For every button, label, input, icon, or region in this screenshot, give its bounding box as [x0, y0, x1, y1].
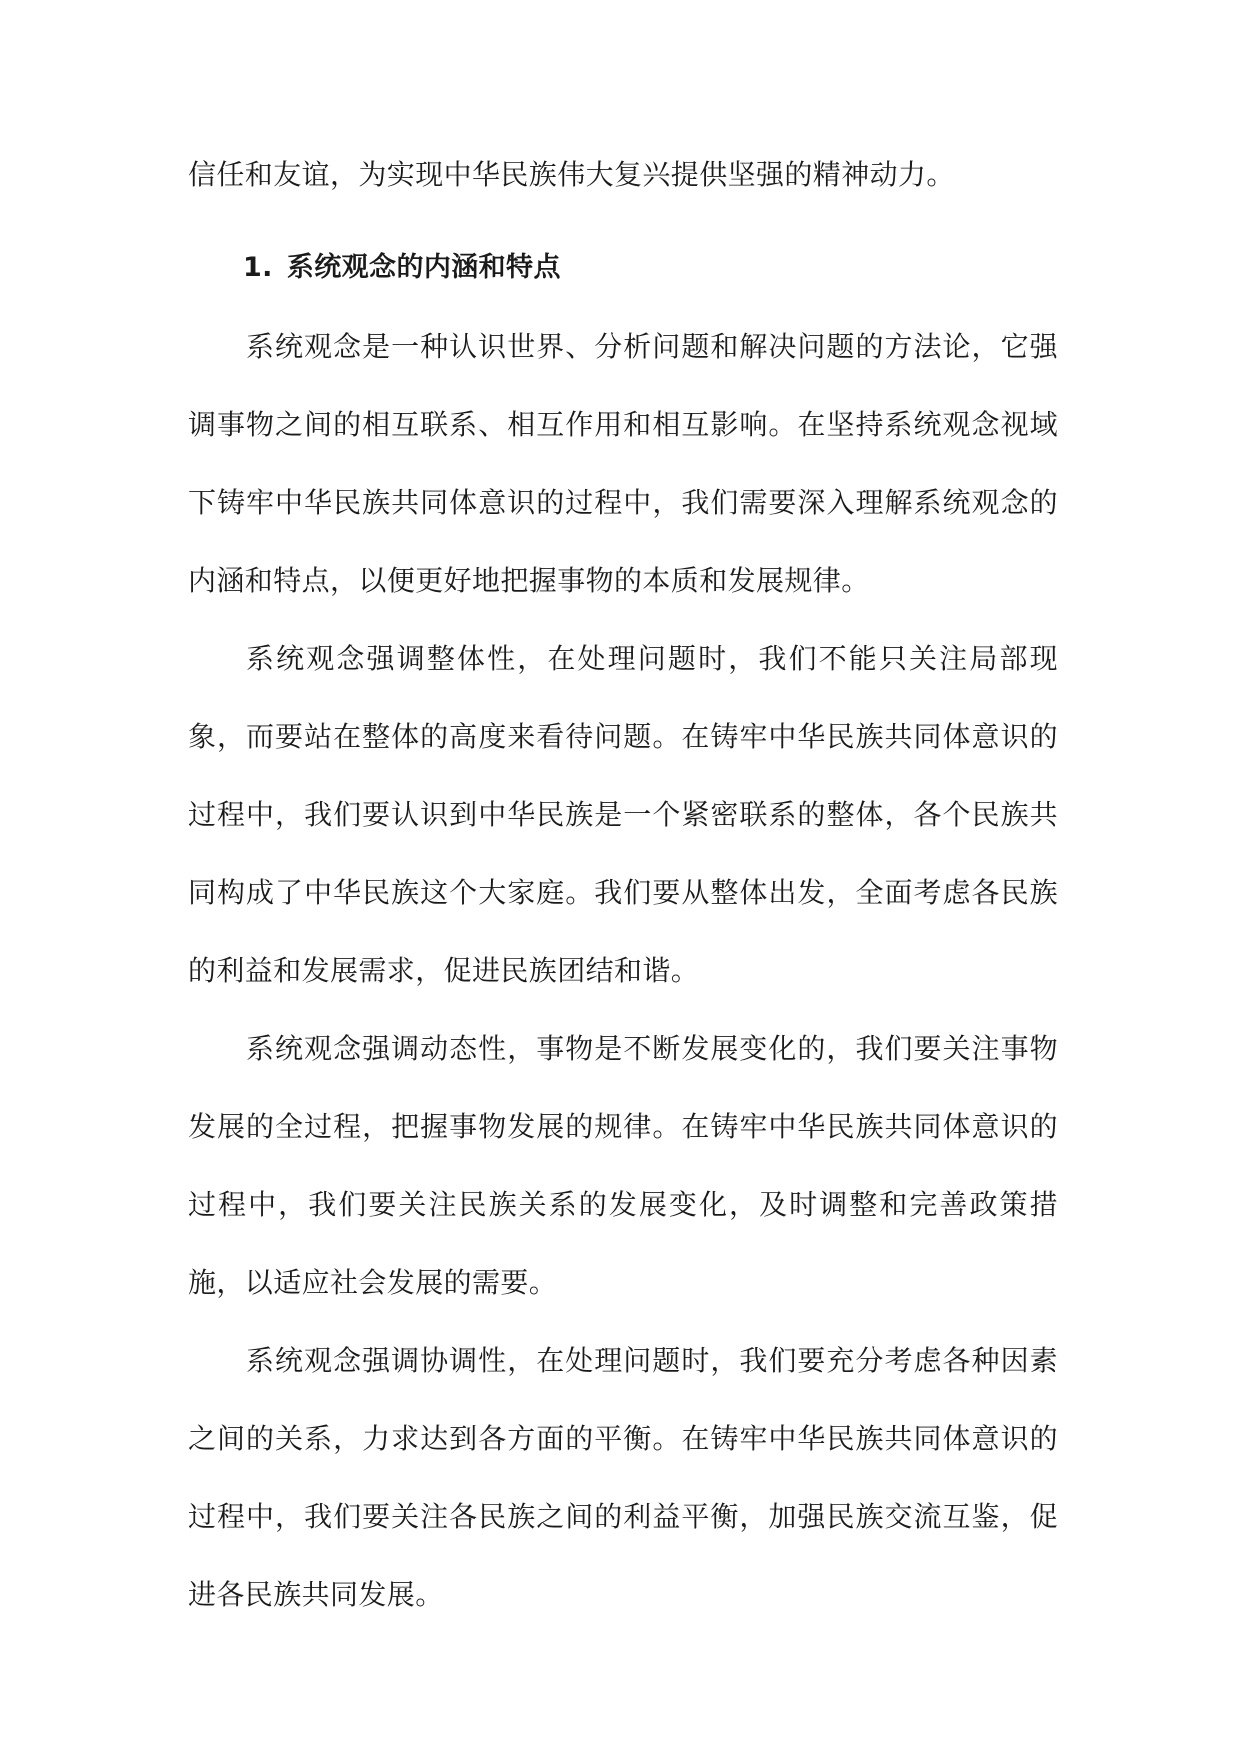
- lead-paragraph: 信任和友谊，为实现中华民族伟大复兴提供坚强的精神动力。: [188, 158, 955, 191]
- paragraph-definition: 系统观念是一种认识世界、分析问题和解决问题的方法论，它强调事物之间的相互联系、相互作用和相互影响。在坚持系统观念视域下铸牢中华民族共同体意识的过程中，我们需要深入理解系统观念的内涵和特点，以便更好地把握事物的本质和发展规律。: [188, 330, 1058, 597]
- section-title: 系统观念的内涵和特点: [286, 252, 561, 283]
- paragraph-coordination: 系统观念强调协调性，在处理问题时，我们要充分考虑各种因素之间的关系，力求达到各方面的平衡。在铸牢中华民族共同体意识的过程中，我们要关注各民族之间的利益平衡，加强民族交流互鉴，促进各民族共同发展。: [188, 1344, 1058, 1611]
- section-heading: [188, 228, 1058, 308]
- paragraph-integrity: 系统观念强调整体性，在处理问题时，我们不能只关注局部现象，而要站在整体的高度来看待问题。在铸牢中华民族共同体意识的过程中，我们要认识到中华民族是一个紧密联系的整体，各个民族共同构成了中华民族这个大家庭。我们要从整体出发，全面考虑各民族的利益和发展需求，促进民族团结和谐。: [188, 642, 1058, 987]
- paragraph-dynamics: 系统观念强调动态性，事物是不断发展变化的，我们要关注事物发展的全过程，把握事物发展的规律。在铸牢中华民族共同体意识的过程中，我们要关注民族关系的发展变化，及时调整和完善政策措施，以适应社会发展的需要。: [188, 1032, 1058, 1299]
- document-body: [188, 136, 1058, 1634]
- section-number: 1.: [243, 252, 273, 283]
